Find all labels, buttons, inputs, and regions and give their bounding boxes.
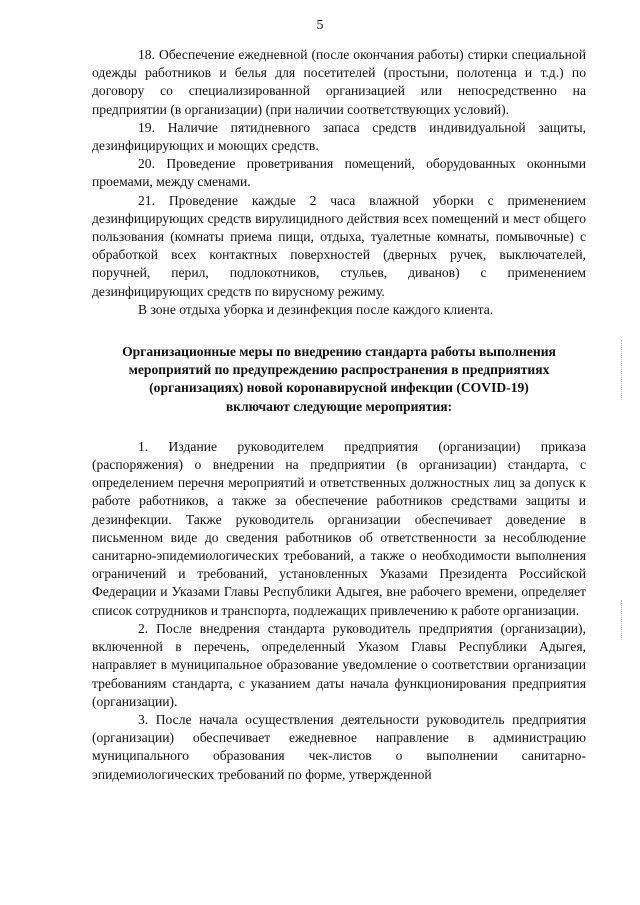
document-body: [92, 46, 586, 784]
paragraph-19: 19. Наличие пятидневного запаса средств индивидуальной защиты, дезинфицирующих и моющих средств.: [92, 119, 586, 154]
section-heading: [92, 343, 586, 416]
heading-line: мероприятий по предупреждению распространения в предприятиях: [128, 362, 550, 378]
heading-line: (организациях) новой коронавирусной инфекции (COVID-19): [149, 380, 529, 396]
paragraph-20: 20. Проведение проветривания помещений, оборудованных оконными проемами, между сменами.: [92, 156, 586, 190]
paragraph-3: 3. После начала осуществления деятельности руководитель предприятия (организации) обеспечивает ежедневное направление в администрацию муниципального образования чек-листов о выполнении санитарно-эпидемиологических требований по форме, утвержденной: [92, 711, 586, 782]
heading-line: Организационные меры по внедрению стандарта работы выполнения: [122, 344, 556, 360]
page-number: 5: [316, 18, 324, 33]
paragraph-rest-zone: В зоне отдыха уборка и дезинфекция после каждого клиента.: [138, 301, 494, 317]
heading-line: включают следующие мероприятия:: [225, 398, 453, 414]
scan-margin-mark: [620, 600, 622, 640]
paragraph-21: 21. Проведение каждые 2 часа влажной уборки с применением дезинфицирующих средств вирулицидного действия всех помещений и мест общего пользования (комнаты приема пищи, отдыха, туалетные комнаты, помывочные) с обработкой всех контактных поверхностей (дверных ручек, выключателей, поручней, перил, подлокотников, стульев, диванов) с применением дезинфицирующих средств по вирусному режиму.: [92, 192, 586, 299]
paragraph-2: 2. После внедрения стандарта руководитель предприятия (организации), включенной в перечень, определенный Указом Главы Республики Адыгея, направляет в муниципальное образование уведомление о соответствии организации требованиям стандарта, с указанием даты начала функционирования предприятия (организации).: [92, 620, 586, 709]
paragraph-1: 1. Издание руководителем предприятия (организации) приказа (распоряжения) о внедрении на предприятии (в организации) стандарта, с определением перечня мероприятий и ответственных должностных лиц за допуск к работе работников, а также за обеспечение работников средствами защиты и дезинфекции. Также руководитель организации обеспечивает доведение в письменном виде до сведения работников об ответственности за несоблюдение санитарно-эпидемиологических требований, а также о необходимости выполнения ограничений и требований, установленных Указами Президента Российской Федерации и Указами Главы Республики Адыгея, вне рабочего времени, определяет список сотрудников и транспорта, подлежащих привлечению к работе организации.: [92, 438, 586, 618]
paragraph-18: 18. Обеспечение ежедневной (после окончания работы) стирки специальной одежды работников и белья для посетителей (простыни, полотенца и т.д.) по договору со специализированной организацией или непосредственно на предприятии (в организации) (при наличии соответствующих условий).: [92, 47, 586, 117]
scan-margin-mark: [620, 340, 622, 400]
